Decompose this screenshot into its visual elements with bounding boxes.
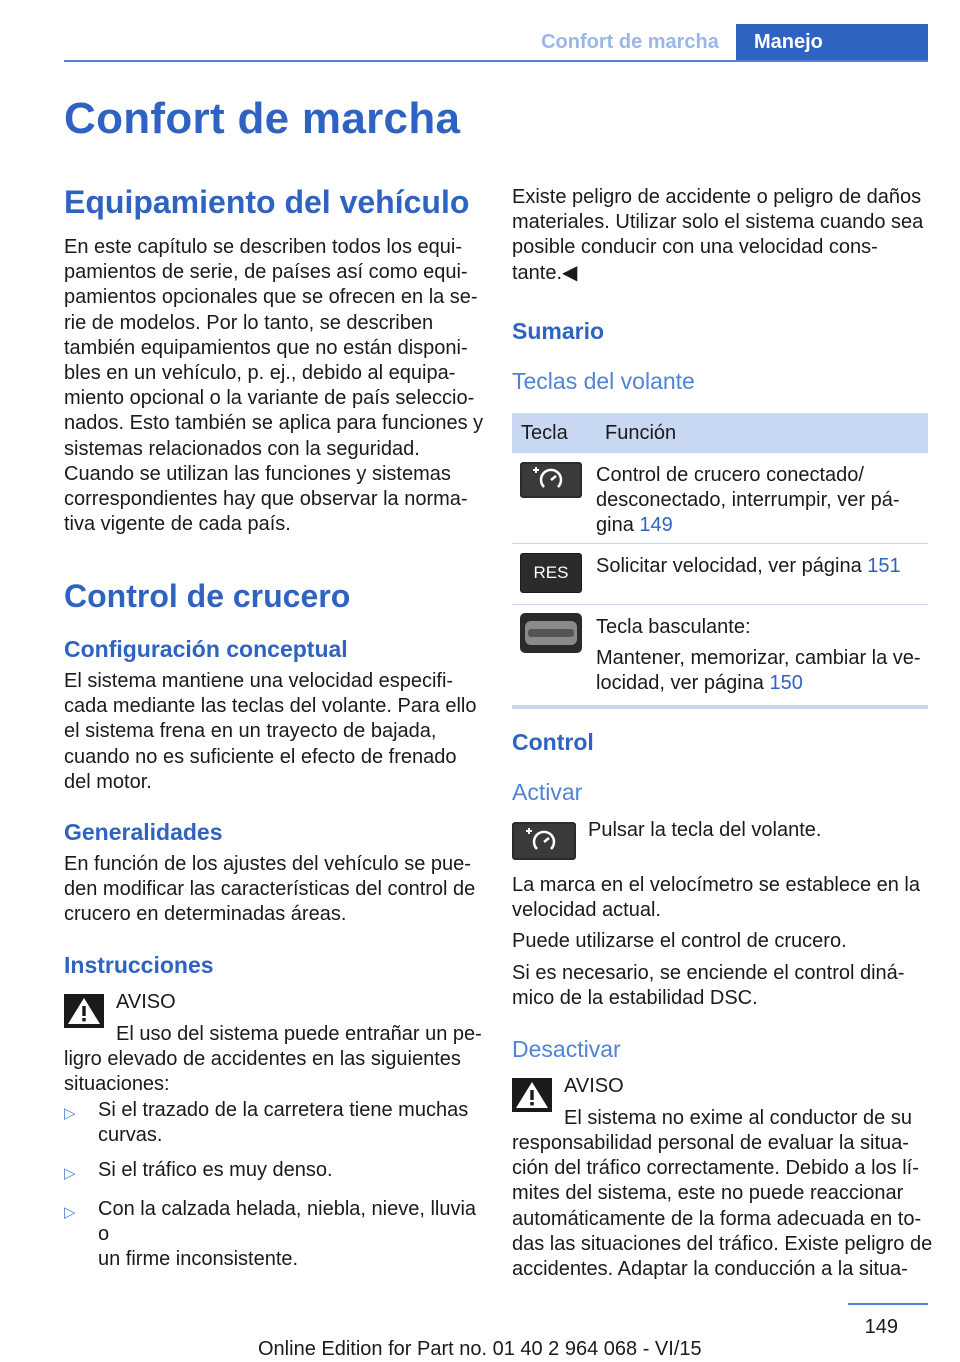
header-funcion: Función [605, 421, 677, 444]
online-edition-note: Online Edition for Part no. 01 40 2 964 068 - VI/15 [258, 1338, 702, 1360]
footer-rule [848, 1303, 928, 1305]
bullet-marker-icon: ▷ [64, 1105, 76, 1122]
heading-generalidades: Generalidades [64, 819, 223, 845]
page-title: Confort de marcha [64, 94, 461, 143]
header-tecla: Tecla [521, 421, 568, 444]
heading-sumario: Sumario [512, 318, 605, 344]
cruise-control-icon [520, 462, 582, 498]
continued-text: Existe peligro de accidente o peligro de daños materiales. Utilizar solo el sistema cuando sea posible conducir con una velocidad cons‐ tante.◀ [512, 186, 924, 284]
rocker-key-icon [520, 613, 582, 653]
heading-control-crucero: Control de crucero [64, 578, 351, 614]
warning-label: AVISO [116, 991, 176, 1013]
configuracion-text: El sistema mantiene una velocidad especifi‐ cada mediante las teclas del volante. Para ello el sistema frena en un trayecto de bajada, cuando no es suficiente el efecto de frenado del motor. [64, 670, 477, 793]
table-row: Tecla basculante: Mantener, memorizar, cambiar la ve‐ locidad, ver página 150 [512, 605, 928, 709]
header-section-tab[interactable]: Confort de marcha [541, 31, 719, 53]
warning-text: ligro elevado de accidentes en las siguientes situaciones: [64, 1048, 461, 1096]
warning-label: AVISO [564, 1075, 624, 1097]
bullet-marker-icon: ▷ [64, 1203, 76, 1221]
page-link-151[interactable]: 151 [867, 555, 901, 577]
list-item: ▷ Con la calzada helada, niebla, nieve, lluvia o un firme inconsistente. [64, 1197, 484, 1273]
equipamiento-text: En este capítulo se describen todos los equi‐ pamientos de serie, de países así como equi‐ pamientos opcionales que se ofrecen en la se‐ rie de modelos. Por lo tanto, se describen también equipamientos que no están disponi‐ bles en un vehículo, p. ej., debido al equipa‐ miento opcional o la variante de país seleccio‐ nados. Esto también se aplica para funciones y sistemas relacionados con la seguridad. Cuando se utilizan las funciones y sistemas correspondientes hay que observar la norma‐ tiva vigente de cada país. [64, 236, 484, 536]
heading-activar: Activar [512, 779, 583, 805]
header-chapter-tab[interactable]: Manejo [736, 24, 928, 61]
bullet-marker-icon: ▷ [64, 1165, 76, 1183]
heading-teclas-volante: Teclas del volante [512, 368, 695, 394]
page-link-150[interactable]: 150 [769, 672, 803, 695]
warning-first-line: El uso del sistema puede entrañar un pe‐ [116, 1023, 482, 1045]
activar-text: La marca en el velocímetro se establece en la velocidad actual. Puede utilizarse el control de crucero. Si es necesario, se enciende el control diná‐ mico de la estabilidad DSC. [512, 874, 920, 1009]
bullet-list [64, 1098, 484, 1272]
page-number: 149 [864, 1316, 898, 1338]
warning-icon [512, 1078, 552, 1112]
cruise-control-key-icon [512, 822, 576, 860]
page-link-149[interactable]: 149 [639, 514, 673, 537]
generalidades-text: En función de los ajustes del vehículo se pue‐ den modificar las características del control de crucero en determinadas áreas. [64, 853, 476, 926]
warning-first-line: El sistema no exime al conductor de su [564, 1107, 912, 1129]
activar-instruction: Pulsar la tecla del volante. [588, 819, 822, 841]
heading-instrucciones: Instrucciones [64, 952, 214, 978]
table-header [512, 413, 928, 453]
header-rule [64, 60, 928, 62]
heading-configuracion: Configuración conceptual [64, 636, 348, 662]
list-item: ▷ Si el trazado de la carretera tiene muchas curvas. [64, 1098, 484, 1148]
table-row: RES Solicitar velocidad, ver página 151 [512, 544, 928, 605]
warning-icon [64, 994, 104, 1028]
res-key-icon: RES [520, 553, 582, 593]
heading-control: Control [512, 729, 594, 755]
table-row: Control de crucero conectado/ desconectado, interrumpir, ver pá‐ gina 149 [512, 453, 928, 544]
desactivar-warning-text: responsabilidad personal de evaluar la situa‐ ción del tráfico correctamente. Debido a los lí‐ mites del sistema, este no puede reaccionar automáticamente de la forma adecuada en to‐ das las situaciones del tráfico. Existe peligro de accidentes. Adaptar la conducción a la situa‐ [512, 1132, 933, 1281]
list-item: ▷ Si el tráfico es muy denso. [64, 1158, 484, 1186]
keys-table [512, 413, 928, 709]
heading-desactivar: Desactivar [512, 1036, 621, 1062]
heading-equipamiento: Equipamiento del vehículo [64, 184, 470, 220]
